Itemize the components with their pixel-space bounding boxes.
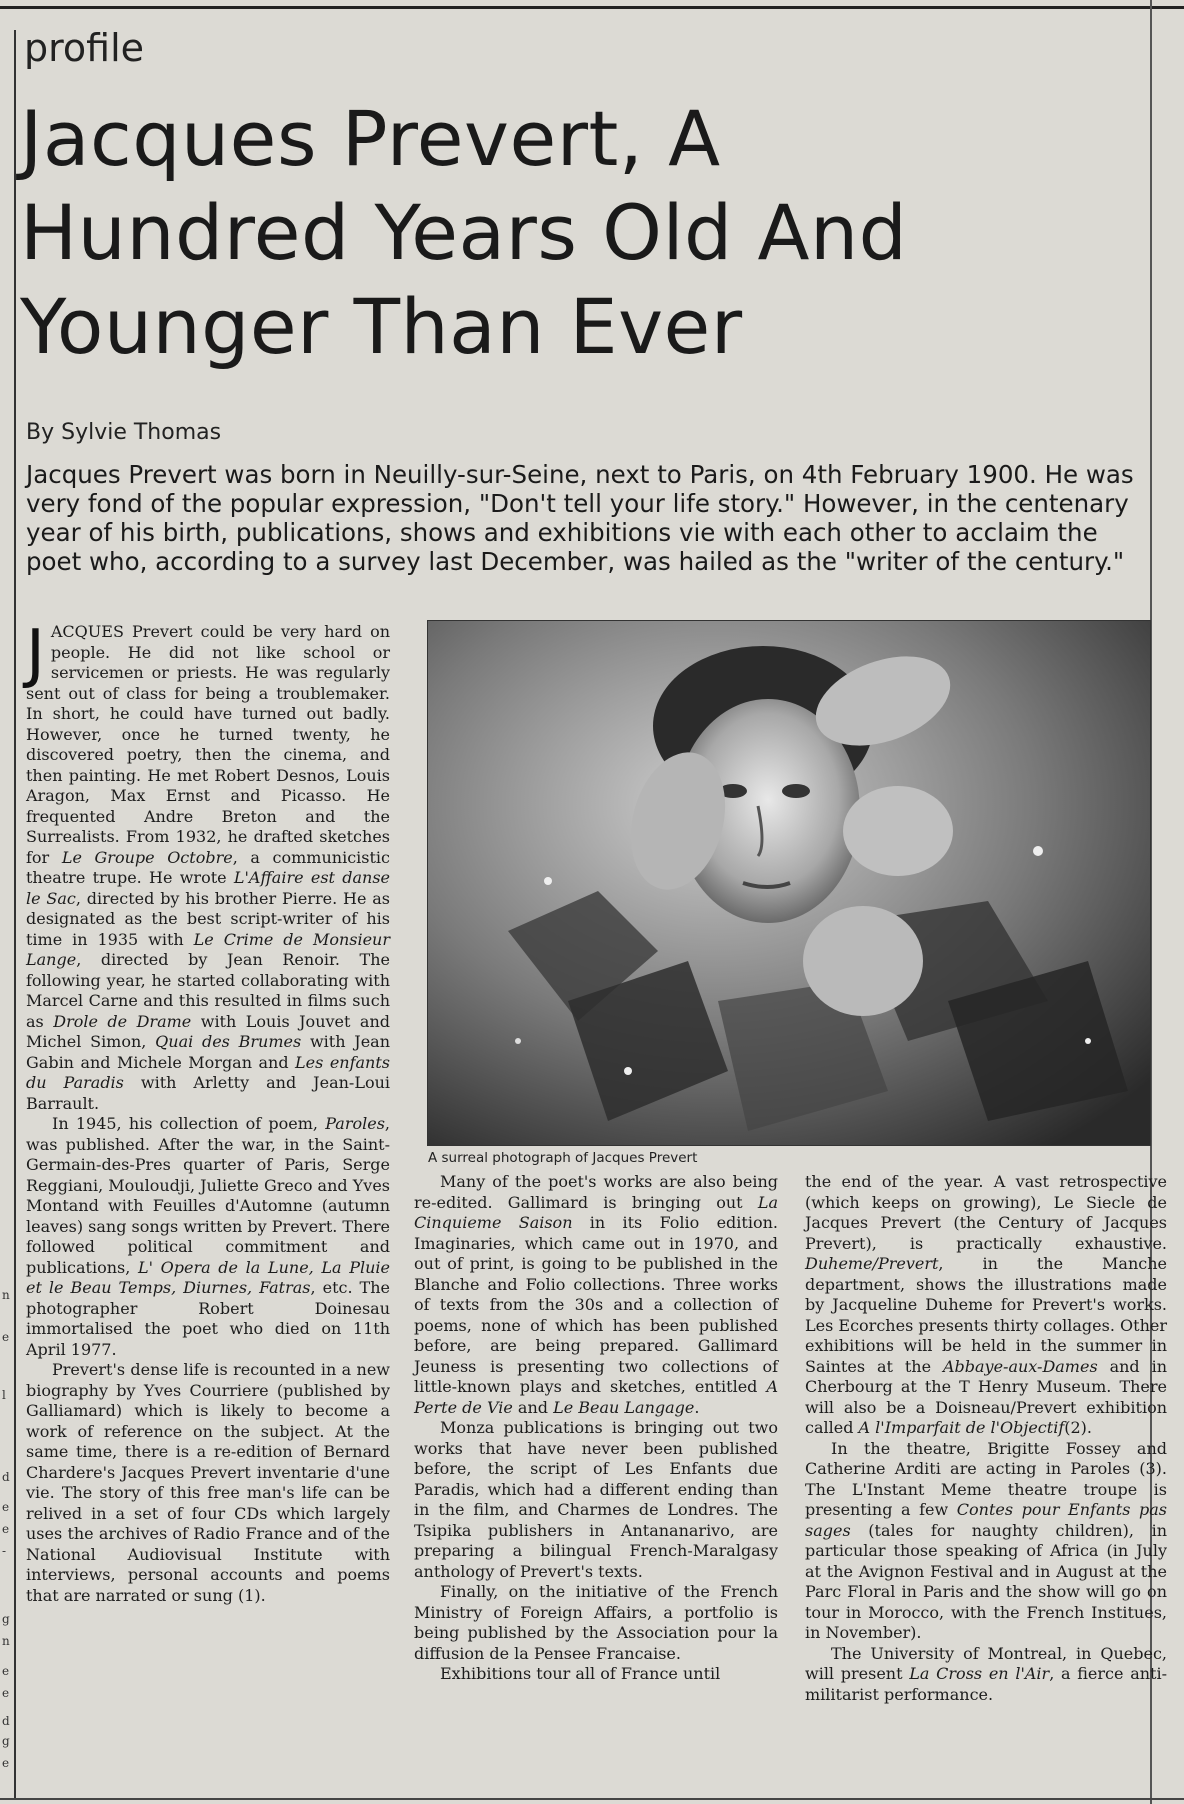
surreal-portrait-illustration — [428, 621, 1150, 1145]
margin-letter: g — [2, 1612, 10, 1626]
paragraph: Finally, on the initiative of the French Ministry of Foreign Affairs, a portfolio is being published by the Association pour la diffusion de la Pensee Francaise. — [414, 1582, 778, 1663]
margin-letter: l — [2, 1388, 6, 1402]
article-column-3 — [805, 1172, 1167, 1705]
paragraph: In 1945, his collection of poem, Paroles, was published. After the war, in the Saint-Germain-des-Pres quarter of Paris, Serge Reggiani, Mouloudji, Juliette Greco and Yves Montand with Feuilles d'Automne (autumn leaves) sang songs written by Prevert. There followed political commitment and publications, L' Opera de la Lune, La Pluie et le Beau Temps, Diurnes, Fatras, etc. The photographer Robert Doinesau immortalised the poet who died on 11th April 1977. — [26, 1114, 391, 1359]
margin-letter: n — [2, 1634, 10, 1648]
paragraph: Exhibitions tour all of France until — [440, 1664, 721, 1683]
margin-letter: e — [2, 1330, 10, 1344]
paragraph: JACQUES Prevert could be very hard on people. He did not like school or servicemen or priests. He was regularly sent out of class for being a troublemaker. In short, he could have turned out badly. However, once he turned twenty, he discovered poetry, then the cinema, and then painting. He met Robert Desnos, Louis Aragon, Max Ernst and Picasso. He frequented Andre Breton and the Surrealists. From 1932, he drafted sketches for Le Groupe Octobre, a communicistic theatre trupe. He wrote L'Affaire est danse le Sac, directed by his brother Pierre. He as designated as the best script-writer of his time in 1935 with Le Crime de Monsieur Lange, directed by Jean Renoir. The following year, he started collaborating with Marcel Carne and this resulted in films such as Drole de Drame with Louis Jouvet and Michel Simon, Quai des Brumes with Jean Gabin and Michele Morgan and Les enfants du Paradis with Arletty and Jean-Loui Barrault. — [26, 617, 391, 1113]
margin-letter: d — [2, 1714, 10, 1728]
headline-line-1: Jacques Prevert, A — [20, 94, 721, 183]
margin-letter: - — [2, 1544, 7, 1558]
paragraph: Many of the poet's works are also being re-edited. Gallimard is bringing out La Cinquieme Saison in its Folio edition. Imaginaries, which came out in 1970, and out of print, is going to be published in the Blanche and Folio collections. Three works of texts from the 30s and a collection of poems, none of which has been published before, are being prepared. Gallimard Jeuness is presenting two collections of little-known plays and sketches, entitled A Perte de Vie and Le Beau Langage. — [414, 1172, 778, 1417]
byline: By Sylvie Thomas — [26, 420, 222, 445]
paragraph: Monza publications is bringing out two works that have never been published before, the script of Les Enfants due Paradis, which had a different ending than in the film, and Charmes de Londres. The Tsipika publishers in Antananarivo, are preparing a bilingual French-Maralgasy anthology of Prevert's texts. — [414, 1418, 778, 1581]
article-column-2 — [414, 1172, 778, 1685]
paragraph: Prevert's dense life is recounted in a new biography by Yves Courriere (published by Galliamard) which is likely to become a work of reference on the subject. At the same time, there is a re-edition of Bernard Chardere's Jacques Prevert inventarie d'une vie. The story of this free man's life can be relived in a set of four CDs which largely uses the archives of Radio France and of the National Audiovisual Institute with interviews, personal accounts and poems that are narrated or sung (1). — [26, 1360, 390, 1605]
paragraph: the end of the year. A vast retrospective (which keeps on growing), Le Siecle de Jacques Prevert (the Century of Jacques Prevert), is practically exhaustive. Duheme/Prevert, in the Manche department, shows the illustrations made by Jacqueline Duheme for Prevert's works. Les Ecorches presents thirty collages. Other exhibitions will be held in the summer in Saintes at the Abbaye-aux-Dames and in Cherbourg at the T Henry Museum. There will also be a Doisneau/Prevert exhibition called A l'Imparfait de l'Objectif(2). — [805, 1172, 1167, 1437]
margin-letter: e — [2, 1664, 10, 1678]
top-rule — [0, 6, 1184, 9]
article-column-1 — [26, 617, 391, 1606]
headline-line-3: Younger Than Ever — [20, 282, 743, 371]
photo-caption: A surreal photograph of Jacques Prevert — [428, 1150, 698, 1166]
paragraph: In the theatre, Brigitte Fossey and Catherine Arditi are acting in Paroles (3). The L'Instant Meme theatre troupe is presenting a few Contes pour Enfants pas sages (tales for naughty children), in particular those speaking of Africa (in July at the Avignon Festival and in August at the Parc Floral in Paris and the show will go on tour in Morocco, with the French Institues, in November). — [805, 1438, 1167, 1642]
margin-letter: e — [2, 1500, 10, 1514]
article-photo — [427, 620, 1151, 1146]
margin-letter: g — [2, 1734, 10, 1748]
drop-cap: J — [26, 617, 45, 691]
paragraph: The University of Montreal, in Quebec, will present La Cross en l'Air, a fierce anti-militarist performance. — [805, 1643, 1168, 1704]
margin-letter: e — [2, 1686, 10, 1700]
margin-letter: n — [2, 1288, 10, 1302]
margin-letter: d — [2, 1470, 10, 1484]
left-column-rule — [14, 30, 16, 1800]
standfirst: Jacques Prevert was born in Neuilly-sur-Seine, next to Paris, on 4th February 1900. He was very fond of the popular expression, "Don't tell your life story." However, in the centenary year of his birth, publications, shows and exhibitions vie with each other to acclaim the poet who, according to a survey last December, was hailed as the "writer of the century." — [26, 460, 1134, 576]
bottom-rule — [0, 1798, 1184, 1800]
headline — [20, 92, 1120, 374]
headline-line-2: Hundred Years Old And — [20, 188, 908, 277]
margin-letter: e — [2, 1522, 10, 1536]
margin-letter: e — [2, 1756, 10, 1770]
section-kicker: profile — [24, 26, 145, 70]
